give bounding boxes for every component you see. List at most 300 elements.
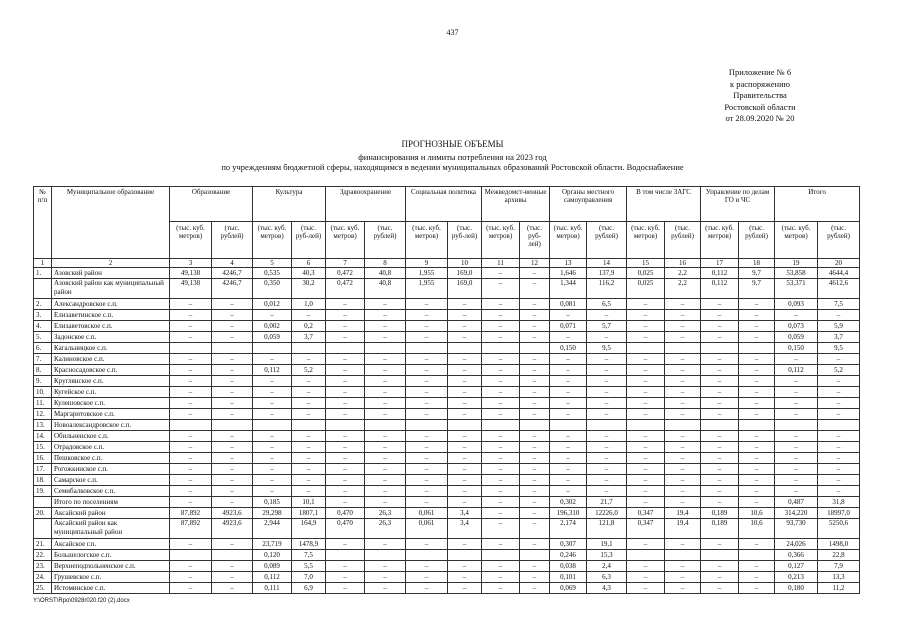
row-value: – (627, 572, 665, 583)
row-value: 53,858 (775, 268, 818, 279)
row-value: – (326, 409, 365, 420)
row-value: – (701, 583, 739, 594)
row-value: – (170, 497, 212, 508)
row-value: 0,127 (775, 561, 818, 572)
row-value (701, 550, 739, 561)
row-value: – (739, 497, 775, 508)
row-municipality: Елизаветовское с.п. (52, 321, 170, 332)
row-value: – (627, 539, 665, 550)
row-value: – (627, 464, 665, 475)
row-value: – (253, 486, 292, 497)
row-value (587, 420, 627, 431)
row-value: – (482, 453, 520, 464)
row-value: – (665, 539, 701, 550)
header-group: В том числе ЗАГС (627, 187, 701, 222)
table-row (34, 332, 860, 343)
row-value: 87,892 (170, 519, 212, 539)
row-value: 5,2 (818, 365, 860, 376)
row-value: – (253, 464, 292, 475)
row-value: 4644,4 (818, 268, 860, 279)
row-number: 15. (34, 442, 52, 453)
row-value (406, 550, 448, 561)
row-value: – (775, 475, 818, 486)
row-number: 17. (34, 464, 52, 475)
row-value: – (212, 453, 253, 464)
row-value: 3,4 (448, 519, 482, 539)
row-value (406, 343, 448, 354)
row-value: – (326, 332, 365, 343)
table-row (34, 539, 860, 550)
row-value: – (587, 376, 627, 387)
row-value: – (550, 442, 587, 453)
row-value: – (739, 387, 775, 398)
row-municipality: Большелогское с.п. (52, 550, 170, 561)
row-municipality: Кагальницкое с.п. (52, 343, 170, 354)
row-value: – (448, 310, 482, 321)
row-value: – (627, 475, 665, 486)
row-value: 0,059 (775, 332, 818, 343)
row-value: – (701, 409, 739, 420)
row-value: 1478,9 (292, 539, 326, 550)
row-value: 2,2 (665, 268, 701, 279)
row-value (520, 550, 550, 561)
row-value: – (365, 321, 406, 332)
row-value: – (550, 376, 587, 387)
row-value: – (365, 572, 406, 583)
row-value: – (665, 310, 701, 321)
row-value: 53,371 (775, 279, 818, 299)
row-value: – (550, 387, 587, 398)
row-value: 0,071 (550, 321, 587, 332)
row-value: 0,059 (253, 332, 292, 343)
row-number: 9. (34, 376, 52, 387)
row-number: 1. (34, 268, 52, 279)
row-value: – (550, 332, 587, 343)
row-value: – (550, 365, 587, 376)
table-row (34, 310, 860, 321)
row-value (775, 420, 818, 431)
row-value: – (212, 387, 253, 398)
row-value (212, 420, 253, 431)
row-value: – (775, 387, 818, 398)
row-value: – (665, 561, 701, 572)
row-value: 0,081 (550, 299, 587, 310)
row-value: – (170, 583, 212, 594)
column-number: 20 (818, 259, 860, 268)
row-value: – (665, 431, 701, 442)
row-value: – (739, 453, 775, 464)
row-value: 6,3 (587, 572, 627, 583)
row-value: – (482, 279, 520, 299)
row-value: – (627, 387, 665, 398)
row-value: – (739, 310, 775, 321)
row-value: – (448, 561, 482, 572)
row-value: – (406, 572, 448, 583)
row-value: – (550, 431, 587, 442)
row-value (326, 420, 365, 431)
row-value: – (818, 376, 860, 387)
row-value: 169,0 (448, 279, 482, 299)
row-value: – (587, 398, 627, 409)
row-value: – (739, 332, 775, 343)
table-row (34, 453, 860, 464)
row-value (365, 343, 406, 354)
row-value: 23,719 (253, 539, 292, 550)
row-value: 1807,1 (292, 508, 326, 519)
row-value: 4923,6 (212, 508, 253, 519)
row-value: – (448, 387, 482, 398)
header-group: Межведомст-венные архивы (482, 187, 550, 222)
row-value (520, 420, 550, 431)
row-value: – (326, 453, 365, 464)
row-value: – (701, 572, 739, 583)
row-value: 0,180 (775, 583, 818, 594)
row-value: – (775, 453, 818, 464)
row-value: – (627, 442, 665, 453)
row-value: – (406, 486, 448, 497)
row-value: – (520, 572, 550, 583)
row-value: – (818, 431, 860, 442)
row-municipality: Пешковское с.п. (52, 453, 170, 464)
row-value: – (292, 486, 326, 497)
row-value (448, 550, 482, 561)
row-value: 0,366 (775, 550, 818, 561)
row-value: – (365, 453, 406, 464)
row-value: – (739, 561, 775, 572)
row-value: – (326, 572, 365, 583)
row-value (170, 420, 212, 431)
row-value (365, 420, 406, 431)
row-value: 87,892 (170, 508, 212, 519)
row-value: – (365, 442, 406, 453)
row-value: – (406, 409, 448, 420)
row-value: – (365, 332, 406, 343)
row-value: – (326, 365, 365, 376)
row-value: – (482, 332, 520, 343)
row-value: – (520, 365, 550, 376)
row-value: 2,944 (253, 519, 292, 539)
row-value: – (212, 409, 253, 420)
table-row (34, 572, 860, 583)
row-value: 0,112 (701, 268, 739, 279)
row-value: – (253, 310, 292, 321)
row-value (665, 550, 701, 561)
row-value: 0,472 (326, 268, 365, 279)
row-value: 93,730 (775, 519, 818, 539)
table-row (34, 279, 860, 299)
row-value: – (292, 354, 326, 365)
header-municipality: Муниципальное образование (52, 187, 170, 259)
row-value: – (212, 561, 253, 572)
row-municipality: Азовский район как муниципальный район (52, 279, 170, 299)
row-value: – (212, 497, 253, 508)
row-value: 0,150 (550, 343, 587, 354)
row-number: 20. (34, 508, 52, 519)
document-subtitle: по учреждениям бюджетной сферы, находящимся в ведении муниципальных образований Ростовской области. Водоснабжение (221, 162, 684, 172)
row-value: 0,089 (253, 561, 292, 572)
row-value: – (292, 310, 326, 321)
row-value: – (482, 365, 520, 376)
row-value: – (818, 354, 860, 365)
column-number: 12 (520, 259, 550, 268)
row-value: 3,7 (818, 332, 860, 343)
subheader-unit: (тыс. руб-лей) (292, 222, 326, 259)
row-number (34, 497, 52, 508)
row-value: – (627, 497, 665, 508)
row-value: 40,8 (365, 268, 406, 279)
column-number: 5 (253, 259, 292, 268)
row-value: – (482, 497, 520, 508)
row-value: – (448, 475, 482, 486)
row-value: – (818, 442, 860, 453)
column-number: 4 (212, 259, 253, 268)
subheader-unit: (тыс. куб. метров) (701, 222, 739, 259)
row-number: 22. (34, 550, 52, 561)
row-value: – (292, 387, 326, 398)
row-value: – (482, 508, 520, 519)
row-value: – (739, 321, 775, 332)
header-group: Итого (775, 187, 860, 222)
row-value: 40,8 (365, 279, 406, 299)
row-value: – (253, 354, 292, 365)
row-value: 5,9 (818, 321, 860, 332)
row-value: – (170, 442, 212, 453)
row-value: – (587, 453, 627, 464)
row-value: – (253, 409, 292, 420)
row-value: – (818, 453, 860, 464)
appendix-line: Приложение № 6 (728, 67, 792, 77)
row-value: 11,2 (818, 583, 860, 594)
row-value: – (775, 354, 818, 365)
row-number: 24. (34, 572, 52, 583)
row-value: 10,1 (292, 497, 326, 508)
row-number: 5. (34, 332, 52, 343)
row-value: – (482, 310, 520, 321)
row-value: – (627, 486, 665, 497)
column-number: 3 (170, 259, 212, 268)
row-value: – (701, 475, 739, 486)
row-number (34, 519, 52, 539)
row-value (627, 420, 665, 431)
row-value: – (406, 321, 448, 332)
row-value: – (212, 354, 253, 365)
row-value: – (365, 539, 406, 550)
row-value: 0,112 (701, 279, 739, 299)
row-value: 0,487 (775, 497, 818, 508)
row-value: 1,344 (550, 279, 587, 299)
row-value: 6,9 (292, 583, 326, 594)
row-value: 31,8 (818, 497, 860, 508)
row-value: – (627, 431, 665, 442)
row-value: – (482, 539, 520, 550)
table-row (34, 365, 860, 376)
row-value: 26,3 (365, 519, 406, 539)
row-value: 2,4 (587, 561, 627, 572)
document-title-block (0, 139, 905, 173)
row-value (701, 343, 739, 354)
row-value: – (170, 409, 212, 420)
row-municipality: Калиновское с.п. (52, 354, 170, 365)
row-value: 116,2 (587, 279, 627, 299)
row-value: – (365, 299, 406, 310)
row-value: – (739, 486, 775, 497)
row-value: – (365, 431, 406, 442)
row-municipality: Аксайский район как муниципальный район (52, 519, 170, 539)
row-value: – (406, 387, 448, 398)
row-value: – (520, 268, 550, 279)
row-value: – (775, 409, 818, 420)
row-value: – (587, 475, 627, 486)
row-value: – (550, 354, 587, 365)
row-value: – (775, 486, 818, 497)
row-value: 137,9 (587, 268, 627, 279)
row-value: – (212, 475, 253, 486)
row-value: 9,7 (739, 268, 775, 279)
row-value: – (520, 561, 550, 572)
row-value: – (212, 539, 253, 550)
row-value: – (406, 431, 448, 442)
row-value: – (520, 299, 550, 310)
row-value: 164,9 (292, 519, 326, 539)
column-number: 7 (326, 259, 365, 268)
subheader-unit: (тыс. куб. метров) (326, 222, 365, 259)
row-value: – (212, 572, 253, 583)
row-number: 4. (34, 321, 52, 332)
row-value: – (406, 539, 448, 550)
row-value: 196,310 (550, 508, 587, 519)
subheader-unit: (тыс. куб. метров) (253, 222, 292, 259)
row-value: – (482, 398, 520, 409)
row-value (448, 420, 482, 431)
row-value: – (701, 387, 739, 398)
data-table (33, 186, 860, 594)
row-value: 19,1 (587, 539, 627, 550)
row-value: – (520, 332, 550, 343)
row-value: – (482, 583, 520, 594)
row-value: – (665, 387, 701, 398)
row-municipality: Кулешовское с.п. (52, 398, 170, 409)
row-value: 49,138 (170, 268, 212, 279)
row-value: – (253, 442, 292, 453)
row-municipality: Истоминское с.п. (52, 583, 170, 594)
row-value: – (326, 387, 365, 398)
row-value: – (292, 464, 326, 475)
row-value: – (326, 431, 365, 442)
subheader-unit: (тыс. рублей) (587, 222, 627, 259)
document-title: ПРОГНОЗНЫЕ ОБЪЕМЫ (401, 139, 504, 149)
row-value: – (448, 583, 482, 594)
row-value: – (550, 310, 587, 321)
subheader-unit: (тыс. руб-лей) (448, 222, 482, 259)
row-value: – (253, 387, 292, 398)
column-number: 10 (448, 259, 482, 268)
row-value: 40,3 (292, 268, 326, 279)
row-value: – (701, 365, 739, 376)
row-value: 0,112 (775, 365, 818, 376)
row-value: 0,213 (775, 572, 818, 583)
column-number: 13 (550, 259, 587, 268)
row-value: – (520, 497, 550, 508)
row-value: 0,2 (292, 321, 326, 332)
row-value: – (406, 464, 448, 475)
row-value: 0,073 (775, 321, 818, 332)
row-value: – (292, 453, 326, 464)
row-value: 0,002 (253, 321, 292, 332)
table-row (34, 561, 860, 572)
table-row (34, 519, 860, 539)
row-value: 6,5 (587, 299, 627, 310)
row-value: 0,189 (701, 519, 739, 539)
table-row (34, 420, 860, 431)
row-value: – (665, 365, 701, 376)
row-value: 1,0 (292, 299, 326, 310)
row-value: 0,150 (775, 343, 818, 354)
row-value: 18997,0 (818, 508, 860, 519)
row-value: 0,012 (253, 299, 292, 310)
table-row (34, 442, 860, 453)
row-value: 24,026 (775, 539, 818, 550)
row-value: 0,061 (406, 519, 448, 539)
row-value (212, 550, 253, 561)
row-value: – (448, 365, 482, 376)
table-row (34, 398, 860, 409)
row-value: – (550, 475, 587, 486)
table-row (34, 354, 860, 365)
row-value: – (701, 321, 739, 332)
row-value: – (406, 354, 448, 365)
row-value: – (818, 475, 860, 486)
row-value: 1,955 (406, 268, 448, 279)
row-value: – (550, 464, 587, 475)
row-value: – (775, 431, 818, 442)
row-value: – (365, 409, 406, 420)
row-value: – (482, 464, 520, 475)
row-value: – (627, 583, 665, 594)
row-value: 121,8 (587, 519, 627, 539)
row-value: – (520, 409, 550, 420)
row-value: – (170, 398, 212, 409)
row-value: – (520, 354, 550, 365)
row-municipality: Семибалковское с.п. (52, 486, 170, 497)
row-value: – (448, 442, 482, 453)
row-value: 0,038 (550, 561, 587, 572)
row-value: 5250,6 (818, 519, 860, 539)
row-value: – (170, 561, 212, 572)
row-value: – (448, 464, 482, 475)
row-value: 0,093 (775, 299, 818, 310)
header-group: Социальная политика (406, 187, 482, 222)
row-number: 21. (34, 539, 52, 550)
row-number: 6. (34, 343, 52, 354)
row-number: 14. (34, 431, 52, 442)
row-value: – (665, 583, 701, 594)
row-value: – (739, 464, 775, 475)
appendix-line: Ростовской области (724, 101, 796, 112)
row-number: 23. (34, 561, 52, 572)
appendix-block (700, 67, 820, 125)
row-value: – (701, 442, 739, 453)
row-value: – (550, 398, 587, 409)
row-value: – (627, 310, 665, 321)
row-value: – (326, 486, 365, 497)
column-number: 15 (627, 259, 665, 268)
column-number: 19 (775, 259, 818, 268)
row-value: – (292, 442, 326, 453)
row-value: – (365, 475, 406, 486)
row-value: – (253, 453, 292, 464)
row-value: – (775, 464, 818, 475)
row-municipality: Кугейское с.п. (52, 387, 170, 398)
